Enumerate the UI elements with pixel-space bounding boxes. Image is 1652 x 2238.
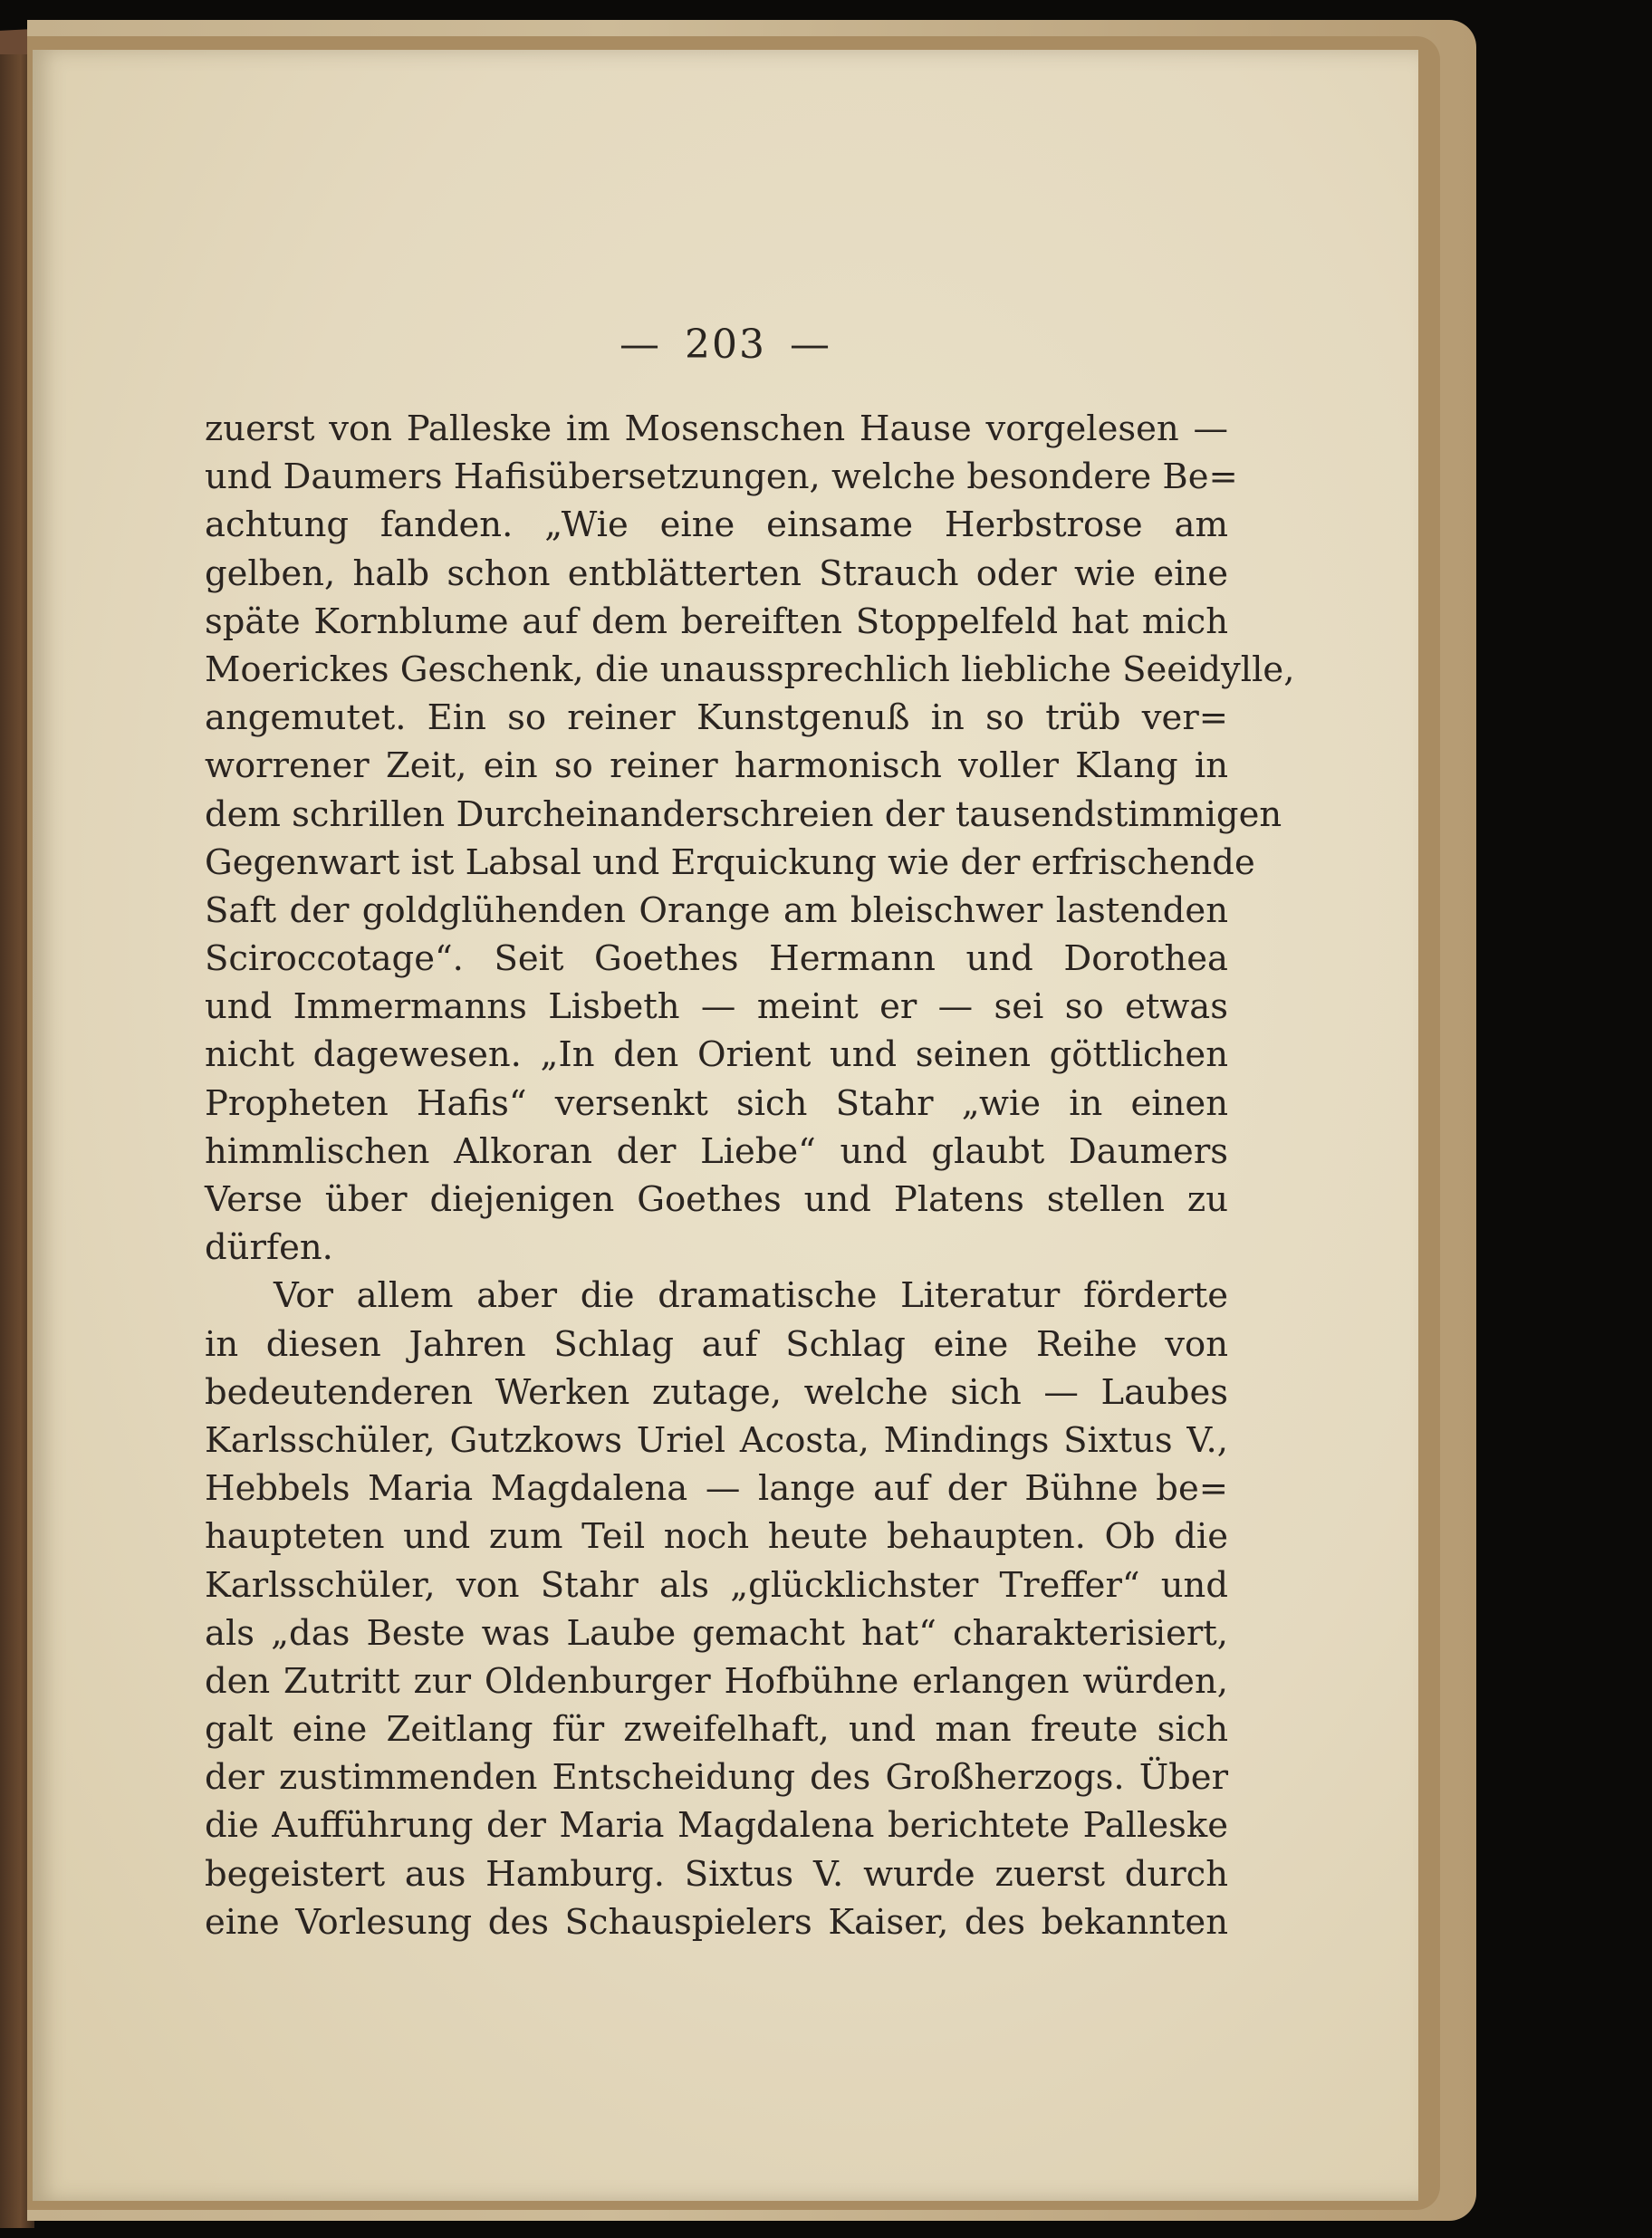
text-line: haupteten und zum Teil noch heute behaupten. Ob die (205, 1516, 1228, 1558)
text-line: Propheten Hafis“ versenkt sich Stahr „wie in einen (205, 1082, 1228, 1124)
text-line: und Daumers Hafisübersetzungen, welche besondere Be= (205, 456, 1238, 498)
text-line: Verse über diejenigen Goethes und Platens stellen zu (205, 1179, 1228, 1220)
text-line: Karlsschüler, Gutzkows Uriel Acosta, Mindings Sixtus V., (205, 1419, 1228, 1461)
text-line: späte Kornblume auf dem bereiften Stoppelfeld hat mich (205, 600, 1228, 642)
text-line: Sciroccotage“. Seit Goethes Hermann und Dorothea (205, 938, 1228, 980)
text-line: worrener Zeit, ein so reiner harmonisch voller Klang in (205, 745, 1228, 787)
text-line: dem schrillen Durcheinanderschreien der tausendstimmigen (205, 793, 1282, 835)
text-line: Moerickes Geschenk, die unaussprechlich liebliche Seeidylle, (205, 648, 1295, 690)
header-dash-right: — (789, 322, 831, 368)
text-line: als „das Beste was Laube gemacht hat“ charakterisiert, (205, 1612, 1228, 1654)
text-line: dürfen. (205, 1227, 333, 1269)
book-page (33, 50, 1418, 2201)
text-line: nicht dagewesen. „In den Orient und seinen göttlichen (205, 1034, 1228, 1076)
text-line: zuerst von Palleske im Mosenschen Hause vorgelesen — (205, 408, 1228, 449)
text-line: den Zutritt zur Oldenburger Hofbühne erlangen würden, (205, 1660, 1228, 1702)
paragraph-2 (205, 1272, 1228, 1946)
text-line: Vor allem aber die dramatische Literatur förderte (274, 1275, 1228, 1317)
text-line: Hebbels Maria Magdalena — lange auf der Bühne be= (205, 1468, 1228, 1510)
paragraph-1 (205, 405, 1295, 1272)
text-line: begeistert aus Hamburg. Sixtus V. wurde zuerst durch (205, 1853, 1228, 1895)
text-line: bedeutenderen Werken zutage, welche sich — Laubes (205, 1371, 1228, 1413)
text-line: gelben, halb schon entblätterten Strauch oder wie eine (205, 552, 1228, 594)
page-body (205, 405, 1295, 1946)
text-line: himmlischen Alkoran der Liebe“ und glaubt Daumers (205, 1130, 1228, 1172)
page-header (33, 322, 1418, 368)
text-line: Saft der goldglühenden Orange am bleischwer lastenden (205, 889, 1228, 931)
text-line: der zustimmenden Entscheidung des Großherzogs. Über (205, 1757, 1228, 1799)
header-dash-left: — (620, 322, 661, 368)
text-line: angemutet. Ein so reiner Kunstgenuß in so trüb ver= (205, 697, 1228, 739)
text-line: die Aufführung der Maria Magdalena berichtete Palleske (205, 1805, 1228, 1847)
text-line: galt eine Zeitlang für zweifelhaft, und man freute sich (205, 1709, 1228, 1751)
text-line: Karlsschüler, von Stahr als „glücklichster Treffer“ und (205, 1564, 1228, 1606)
text-line: eine Vorlesung des Schauspielers Kaiser, des bekannten (205, 1901, 1228, 1943)
text-line: in diesen Jahren Schlag auf Schlag eine Reihe von (205, 1323, 1228, 1365)
text-line: Gegenwart ist Labsal und Erquickung wie der erfrischende (205, 841, 1255, 883)
text-line: achtung fanden. „Wie eine einsame Herbstrose am (205, 504, 1228, 546)
page-number: 203 (685, 322, 766, 368)
text-line: und Immermanns Lisbeth — meint er — sei so etwas (205, 986, 1228, 1028)
